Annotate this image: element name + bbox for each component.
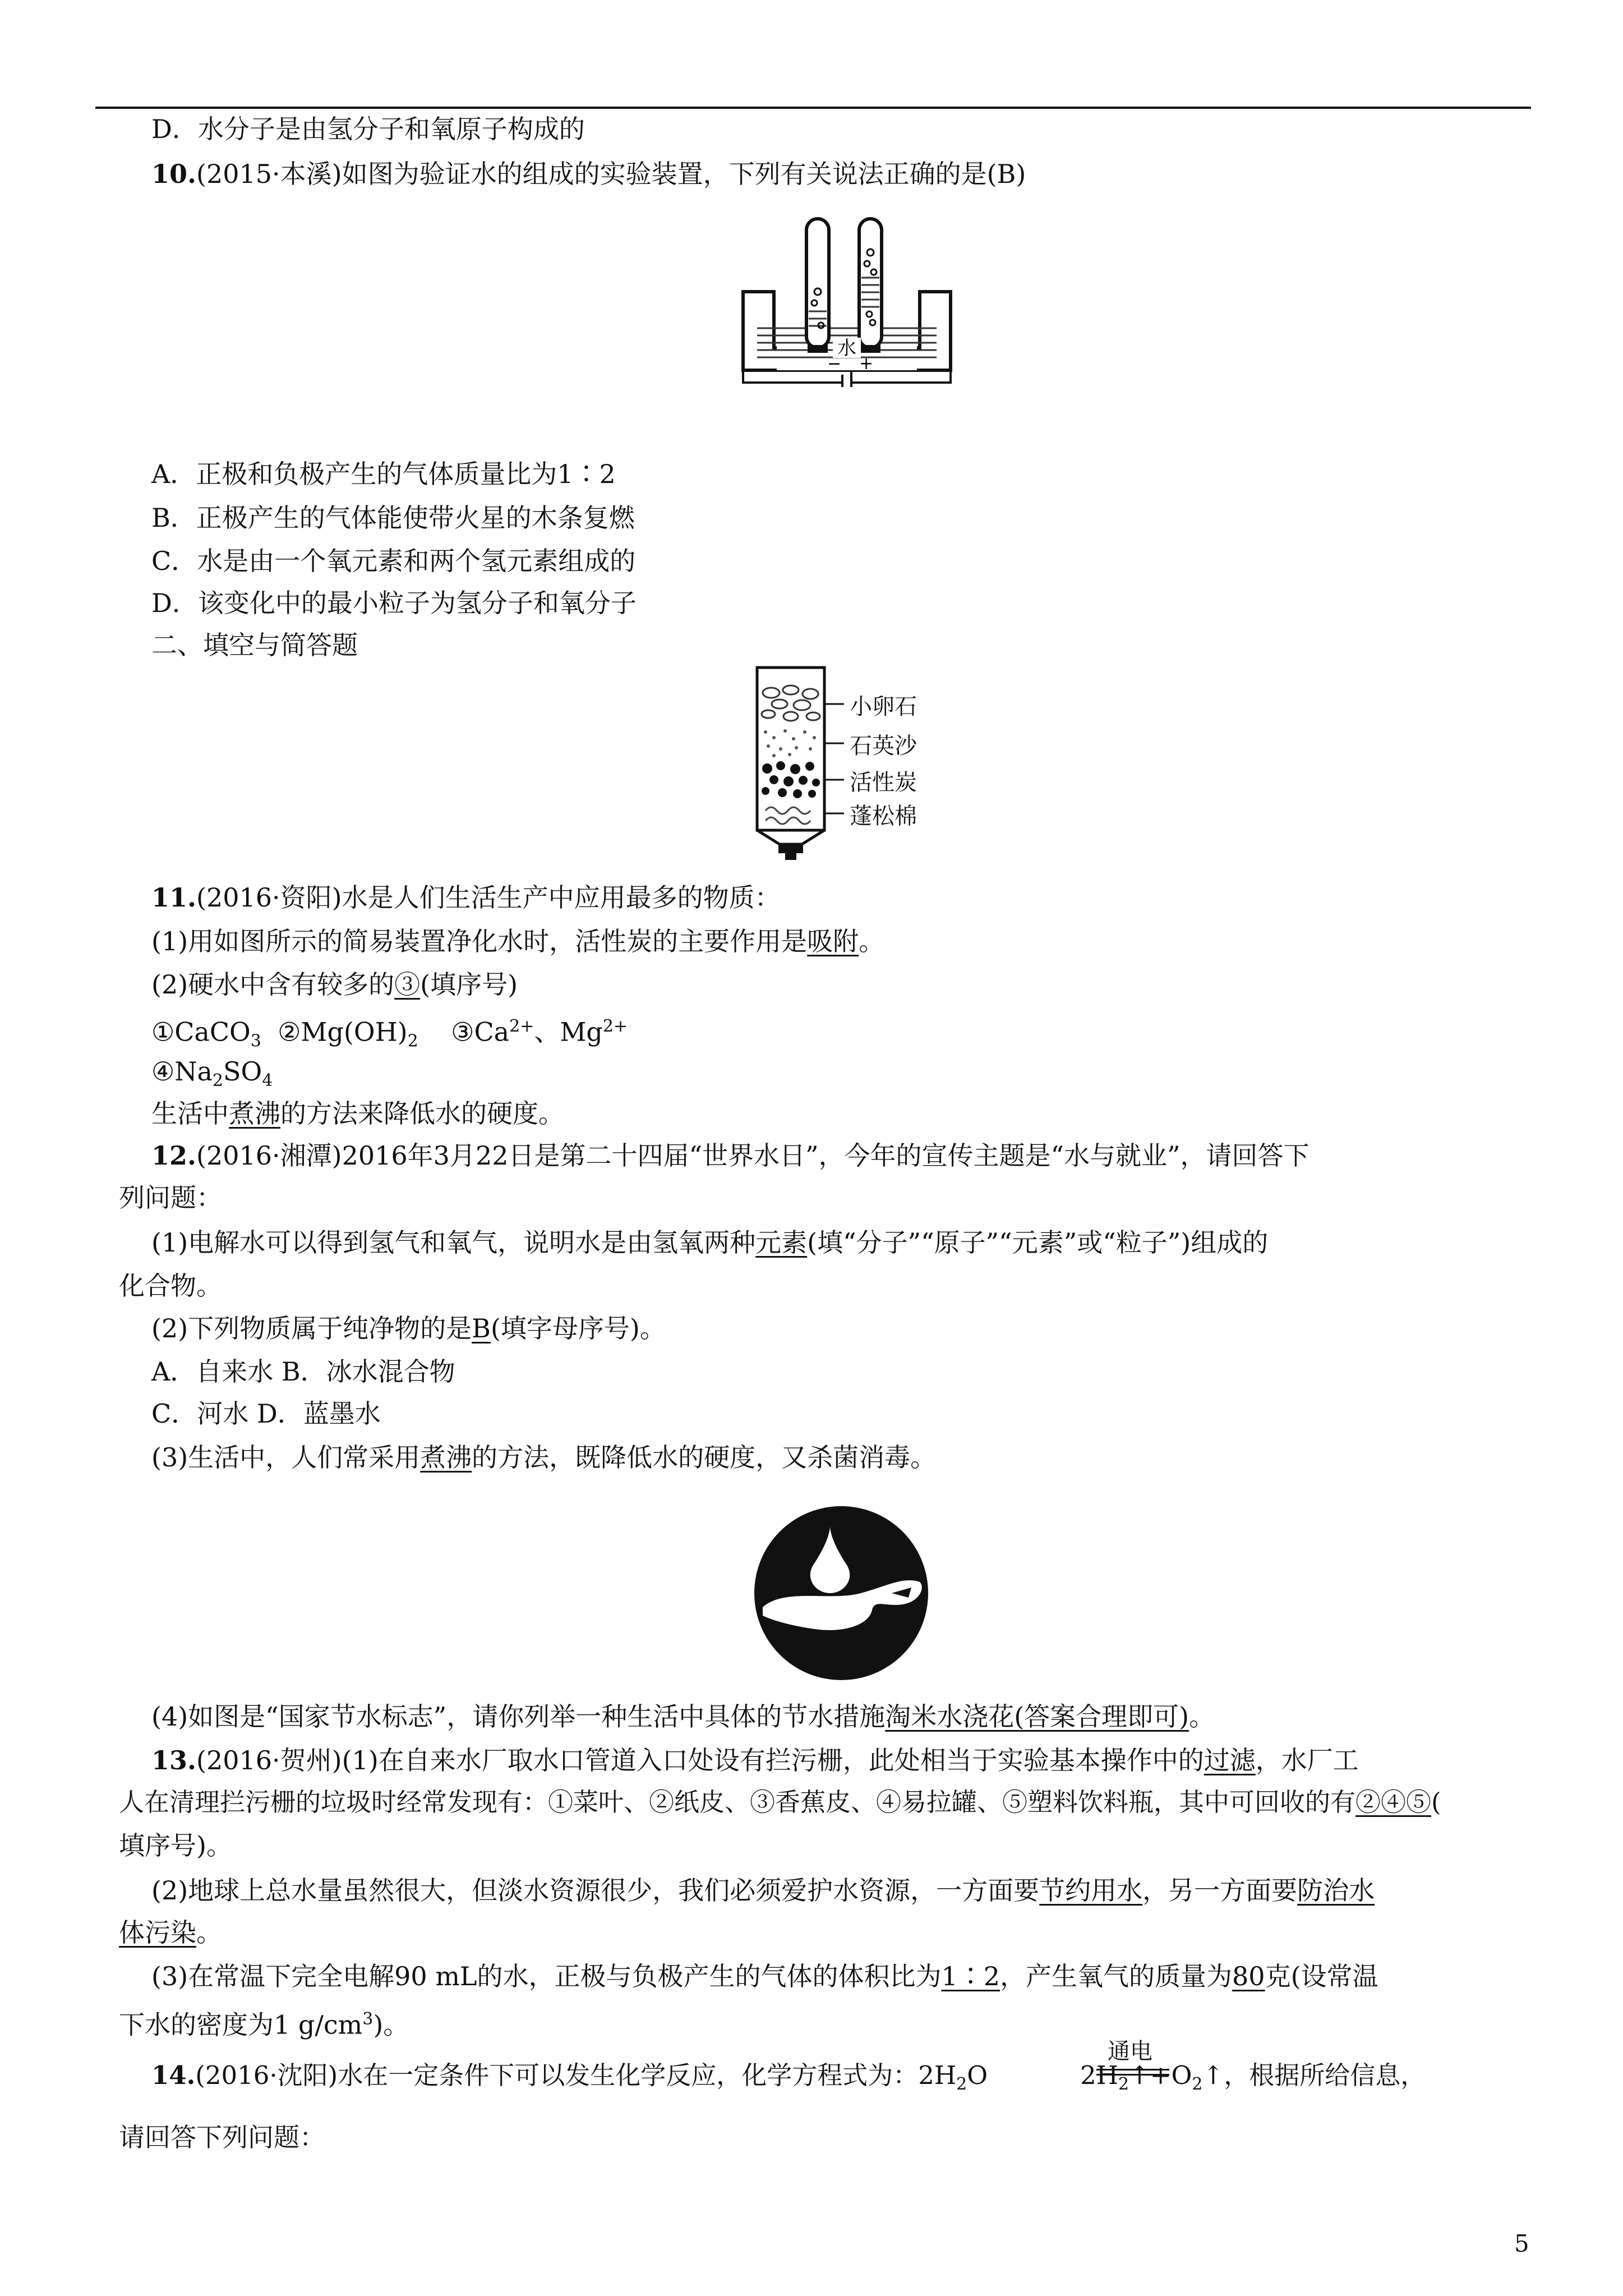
answer-blank: B <box>472 1313 491 1343</box>
q9-option-d: D．水分子是由氢分子和氧原子构成的 <box>151 114 585 144</box>
filter-label-carbon: 活性炭 <box>850 770 917 795</box>
reaction-condition: 通电 <box>1108 2039 1152 2064</box>
answer-blank: 元素 <box>755 1227 808 1258</box>
q12-part1: (1)电解水可以得到氢气和氧气，说明水是由氢氧两种元素(填“分子”“原子”“元素”或“粒子”)组成的 <box>151 1227 1269 1258</box>
answer-blank: 煮沸 <box>229 1098 280 1129</box>
q13-line3: 填序号)。 <box>119 1830 232 1861</box>
q10-option-d: D．该变化中的最小粒子为氢分子和氧分子 <box>151 588 637 618</box>
answer-blank: ②④⑤ <box>1355 1787 1432 1817</box>
q11-stem: 11.(2016·资阳)水是人们生活生产中应用最多的物质： <box>151 882 781 913</box>
q13-part2: (2)地球上总水量虽然很大，但淡水资源很少，我们必须爱护水资源，一方面要节约用水，另一方面要防治水 <box>151 1875 1375 1906</box>
answer-blank: 防治水 <box>1297 1875 1375 1906</box>
answer-blank: 吸附 <box>807 926 859 956</box>
q14-line2: 请回答下列问题： <box>119 2122 325 2152</box>
page-number: 5 <box>1514 2230 1529 2257</box>
answer-blank: 1∶2 <box>941 1961 1000 1991</box>
q12-options-cd: C．河水 D．蓝墨水 <box>151 1398 381 1429</box>
q13-line1: 13.(2016·贺州)(1)在自来水厂取水口管道入口处设有拦污栅，此处相当于实验基本操作中的过滤，水厂工 <box>151 1745 1359 1775</box>
answer-blank: 淘米水浇花(答案合理即可) <box>885 1701 1189 1732</box>
water-saving-logo <box>751 1503 931 1683</box>
negative-sign: − <box>827 354 842 374</box>
q11-options-row: ①CaCO$_3$ $②Mg(OH)_2$ $③Ca^{2+}$、$Mg^{2+}$ <box>151 1016 628 1051</box>
filter-label-pebbles: 小卵石 <box>850 694 917 720</box>
q11-part2: (2)硬水中含有较多的③(填序号) <box>151 969 518 1000</box>
answer-blank: 80 <box>1232 1961 1265 1991</box>
q10-option-a: A．正极和负极产生的气体质量比为1∶2 <box>151 459 616 489</box>
answer-blank: 煮沸 <box>420 1442 472 1473</box>
q12-stem-line2: 列问题： <box>119 1182 222 1213</box>
q12-part2: (2)下列物质属于纯净物的是B(填字母序号)。 <box>151 1313 666 1343</box>
q13-line2: 人在清理拦污栅的垃圾时经常发现有：①菜叶、②纸皮、③香蕉皮、④易拉罐、⑤塑料饮料瓶，其中可回收的有②④⑤( <box>119 1787 1441 1817</box>
q13-part2-line2: 体污染。 <box>119 1917 222 1948</box>
q13-part3-line2: 下水的密度为1 $g/cm^3$)。 <box>119 2009 409 2040</box>
q13-part3: (3)在常温下完全电解90 mL的水，正极与负极产生的气体的体积比为1∶2，产生氧气的质量为80克(设常温 <box>151 1961 1378 1991</box>
q11-option-4: $④Na_2SO_4$ <box>151 1056 273 1091</box>
answer-blank: ③ <box>394 969 421 1000</box>
q10-option-c: C．水是由一个氧元素和两个氢元素组成的 <box>151 546 636 576</box>
q10-option-b: B．正极产生的气体能使带火星的木条复燃 <box>151 503 635 533</box>
q14-line1: 14.(2016·沈阳)水在一定条件下可以发生化学反应，化学方程式为：$2H_2O$ $2H_2↑+O_2↑$，根据所给信息， <box>151 2060 1426 2094</box>
q11-part1: (1)用如图所示的简易装置净化水时，活性炭的主要作用是吸附。 <box>151 926 885 956</box>
answer-blank: 过滤 <box>1204 1745 1256 1775</box>
answer-blank: 节约用水 <box>1039 1875 1143 1906</box>
q12-part4: (4)如图是“国家节水标志”，请你列举一种生活中具体的节水措施淘米水浇花(答案合理即可)。 <box>151 1701 1215 1732</box>
electrolysis-apparatus-figure <box>740 208 953 387</box>
q12-part3: (3)生活中，人们常采用煮沸的方法，既降低水的硬度，又杀菌消毒。 <box>151 1442 937 1473</box>
q11-part3: 生活中煮沸的方法来降低水的硬度。 <box>151 1098 564 1129</box>
q12-stem-line1: 12.(2016·湘潭)2016年3月22日是第二十四届“世界水日”，今年的宣传主题是“水与就业”，请回答下 <box>151 1140 1310 1171</box>
water-label: 水 <box>837 337 856 360</box>
section-heading: 二、填空与简答题 <box>151 630 358 660</box>
answer-blank: 体污染 <box>119 1917 196 1948</box>
q12-part1-line2: 化合物。 <box>119 1271 222 1301</box>
q10-stem: 10.(2015·本溪)如图为验证水的组成的实验装置，下列有关说法正确的是(B) <box>151 159 1026 189</box>
filter-label-cotton: 蓬松棉 <box>850 803 917 829</box>
positive-sign: + <box>859 354 874 374</box>
header-rule <box>95 107 1531 109</box>
filter-label-sand: 石英沙 <box>850 733 917 759</box>
q12-options-ab: A．自来水 B．冰水混合物 <box>151 1356 455 1387</box>
